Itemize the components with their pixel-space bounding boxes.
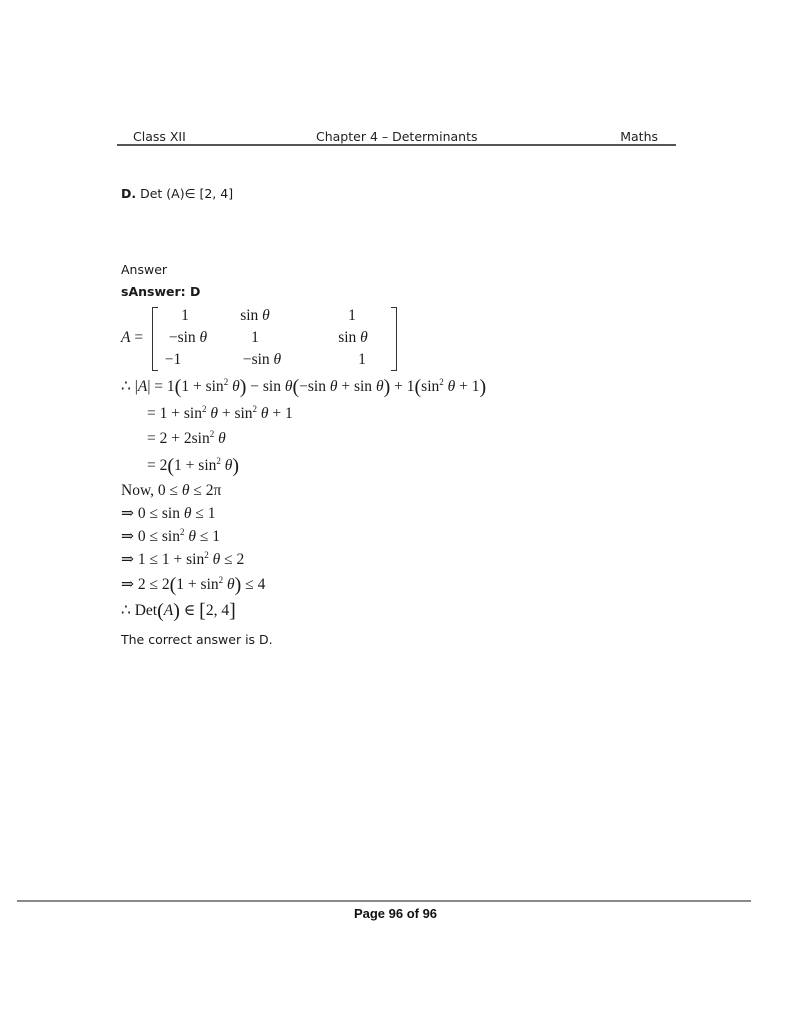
option-d-label: D.	[121, 186, 137, 201]
solution-step-5: Now, 0 ≤ θ ≤ 2π	[121, 482, 222, 499]
page-header	[117, 129, 676, 145]
option-d	[121, 186, 233, 201]
header-chapter: Chapter 4 – Determinants	[316, 129, 478, 144]
answer-label: sAnswer: D	[121, 284, 201, 299]
matrix-cell: −sin θ	[168, 329, 208, 346]
matrix-cell: 1	[181, 307, 189, 324]
solution-step-7: ⇒ $0 \le \sin^2 \theta \le 1$	[121, 527, 220, 545]
header-subject: Maths	[620, 129, 658, 144]
header-class: Class XII	[133, 129, 186, 144]
matrix-cell: −1	[164, 351, 182, 368]
matrix-cell: sin θ	[338, 329, 368, 346]
option-d-text: Det (A)∈ [2, 4]	[140, 186, 234, 201]
matrix-cell: sin θ	[240, 307, 270, 324]
solution-step-8: ⇒ $1 \le 1 + \sin^2 \theta \le 2$	[121, 550, 245, 568]
matrix-cell: 1	[358, 351, 366, 368]
solution-step-2: = $1 + \sin^2 \theta + \sin^2 \theta + 1$	[147, 404, 293, 422]
solution-step-6: ⇒ 0 ≤ sin θ ≤ 1	[121, 505, 216, 522]
solution-step-10: ∴ Det(A) ∈ [2, 4]	[121, 600, 236, 622]
conclusion: The correct answer is D.	[121, 632, 273, 647]
header-divider	[117, 144, 676, 146]
matrix-cell: 1	[251, 329, 259, 346]
matrix-cell: 1	[348, 307, 356, 324]
solution-step-9: ⇒ $2 \le 2(1 + \sin^2 \theta) \le 4$	[121, 574, 266, 596]
solution-step-1: ∴ $|A| = 1(1 + \sin^2 \theta) - \sin \theta(-\sin$ $\theta + \sin \theta) + 1(\sin^2$ θ + 1)	[121, 376, 487, 398]
matrix-cell: −sin θ	[242, 351, 282, 368]
solution-step-4: = $2(1 + \sin^2 \theta)$	[147, 455, 240, 477]
matrix-label: A =	[121, 329, 144, 346]
answer-heading: Answer	[121, 262, 168, 277]
page-number: Page 96 of 96	[353, 906, 438, 921]
footer-divider	[17, 900, 751, 902]
solution-step-3: = $2 + 2\sin^2$ θ	[147, 429, 226, 447]
right-bracket	[391, 307, 397, 371]
